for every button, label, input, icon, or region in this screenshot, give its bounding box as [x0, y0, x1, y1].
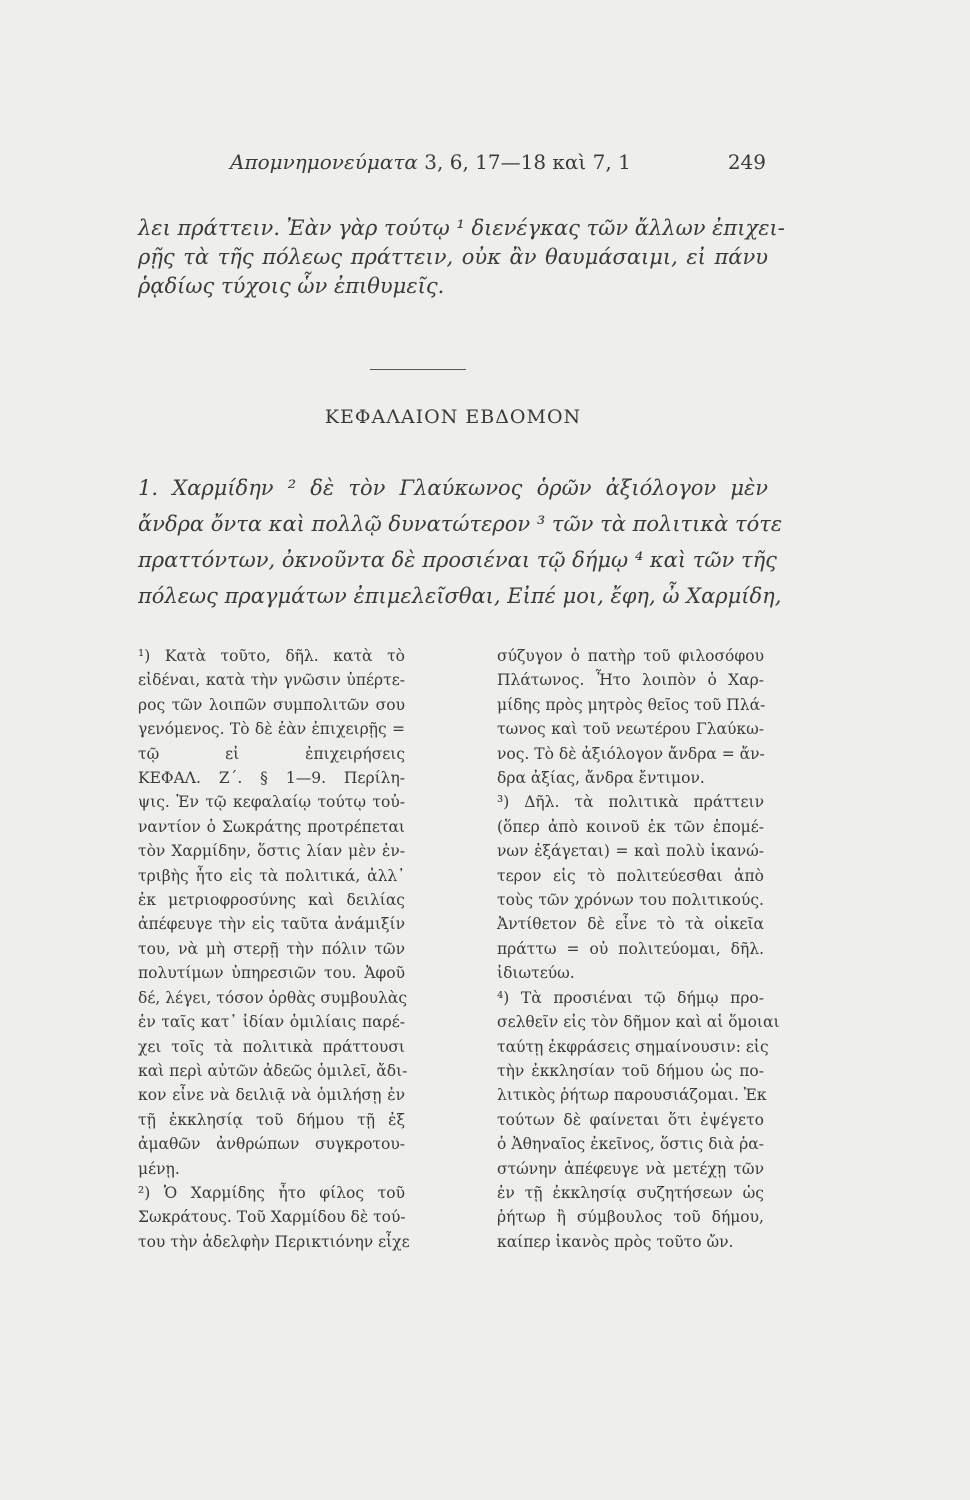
footnote-line: λιτικὸς ῥήτωρ παρουσιάζομαι. Ἐκ — [497, 1086, 767, 1105]
footnote-line: ⁴) Τὰ προσιέναι τῷ δήμῳ προ- — [497, 988, 764, 1007]
footnote-line: τῷ εἰ ἐπιχειρήσεις — [138, 744, 405, 763]
text-line: ἄνδρα ὄντα καὶ πολλῷ δυνατώτερον ³ τῶν τὰ πολιτικὰ τότε — [138, 512, 783, 536]
footnote-line: πολυτίμων ὑπηρεσιῶν του. Ἀφοῦ — [138, 964, 405, 983]
footnote-line: τὴν ἐκκλησίαν τοῦ δήμου ὡς πο- — [497, 1061, 764, 1080]
footnote-line: στώνην ἀπέφευγε νὰ μετέχῃ τῶν — [497, 1159, 764, 1178]
footnote-line: νος. Τὸ δὲ ἀξιόλογον ἄνδρα = ἄν- — [497, 744, 765, 763]
chapter-heading: ΚΕΦΑΛΑΙΟΝ ΕΒΔΟΜΟΝ — [324, 406, 582, 428]
footnote-line: ¹) Κατὰ τοῦτο, δῆλ. κατὰ τὸ — [138, 647, 405, 665]
section-divider — [370, 369, 466, 370]
footnote-line: χει τοῖς τὰ πολιτικὰ πράττουσι — [138, 1037, 405, 1056]
footnote-line: ²) Ὁ Χαρμίδης ἦτο φίλος τοῦ — [138, 1183, 405, 1202]
text-line: ρῇς τὰ τῆς πόλεως πράττειν, οὐκ ἂν θαυμάσαιμι, εἰ πάνυ — [138, 245, 768, 269]
footnote-line: νων ἐξάγεται) = καὶ πολὺ ἱκανώ- — [497, 842, 764, 861]
footnotes-left-column — [138, 644, 410, 1254]
running-head-reference: 3, 6, 17—18 καὶ 7, 1 — [417, 150, 631, 174]
footnote-line: ῥήτωρ ἢ σύμβουλος τοῦ δήμου, — [497, 1208, 764, 1227]
footnote-line: (ὅπερ ἀπὸ κοινοῦ ἐκ τῶν ἑπομέ- — [497, 817, 764, 836]
footnote-line: σύζυγον ὁ πατὴρ τοῦ φιλοσόφου — [497, 647, 764, 665]
footnote-line: ἀμαθῶν ἀνθρώπων συγκροτου- — [138, 1135, 405, 1154]
footnote-line: Ἀντίθετον δὲ εἶνε τὸ τὰ οἰκεῖα — [497, 915, 764, 934]
footnote-line: ναντίον ὁ Σωκράτης προτρέπεται — [138, 817, 405, 836]
footnote-line: δρα ἀξίας, ἄνδρα ἔντιμον. — [497, 769, 705, 788]
running-head — [230, 150, 766, 174]
footnote-line: ³) Δῆλ. τὰ πολιτικὰ πράττειν — [497, 793, 764, 812]
footnotes-right-column — [497, 644, 780, 1254]
footnote-line: σελθεῖν εἰς τὸν δῆμον καὶ αἱ ὅμοιαι — [497, 1013, 780, 1032]
footnote-line: Πλάτωνος. Ἦτο λοιπὸν ὁ Χαρ- — [497, 671, 764, 690]
footnote-line: μένῃ. — [138, 1159, 180, 1178]
text-line: πόλεως πραγμάτων ἐπιμελεῖσθαι, Εἰπέ μοι, ἔφη, ὦ Χαρμίδη, — [138, 584, 782, 608]
footnote-line: γενόμενος. Τὸ δὲ ἐὰν ἐπιχειρῇς = — [138, 720, 405, 739]
footnote-line: ΚΕΦΑΛ. Ζ΄. § 1—9. Περίλη- — [138, 769, 405, 788]
footnote-line: τοὺς τῶν χρόνων του πολιτικούς. — [497, 891, 764, 910]
footnote-line: ταύτῃ ἐκφράσεις σημαίνουσιν: εἰς — [497, 1037, 769, 1056]
text-line: πραττόντων, ὀκνοῦντα δὲ προσιέναι τῷ δήμῳ ⁴ καὶ τῶν τῆς — [138, 548, 777, 572]
text-line: 1. Χαρμίδην ² δὲ τὸν Γλαύκωνος ὁρῶν ἀξιόλογον μὲν — [138, 476, 768, 500]
footnote-line: τὸν Χαρμίδην, ὅστις λίαν μὲν ἐν- — [138, 842, 405, 861]
footnote-line: καίπερ ἱκανὸς πρὸς τοῦτο ὤν. — [497, 1232, 734, 1251]
chapter-text — [138, 470, 783, 614]
footnote-line: καὶ περὶ αὐτῶν ἀδεῶς ὁμιλεῖ, ἄδι- — [138, 1061, 408, 1080]
footnote-line: ἐν τῇ ἐκκλησίᾳ συζητήσεων ὡς — [497, 1183, 764, 1202]
footnote-line: ἐκ μετριοφροσύνης καὶ δειλίας — [138, 891, 405, 910]
footnote-line: ρος τῶν λοιπῶν συμπολιτῶν σου — [138, 695, 405, 714]
text-line: ῥᾳδίως τύχοις ὧν ἐπιθυμεῖς. — [138, 274, 445, 298]
main-text-continuation — [138, 214, 785, 301]
footnote-line: τῇ ἐκκλησίᾳ τοῦ δήμου τῇ ἐξ — [138, 1110, 405, 1129]
footnote-line: τριβὴς ἦτο εἰς τὰ πολιτικά, ἀλλ᾿ — [138, 866, 405, 885]
footnote-line: εἰδέναι, κατὰ τὴν γνῶσιν ὑπέρτε- — [138, 671, 405, 690]
footnote-line: πράττω = οὐ πολιτεύομαι, δῆλ. — [497, 939, 764, 958]
footnote-line: ὁ Ἀθηναῖος ἐκεῖνος, ὅστις διὰ ῥα- — [497, 1135, 764, 1154]
footnote-line: τερον εἰς τὸ πολιτεύεσθαι ἀπὸ — [497, 866, 764, 885]
page-number: 249 — [727, 150, 766, 174]
footnote-line: κον εἶνε νὰ δειλιᾷ νὰ ὁμιλήσῃ ἐν — [138, 1086, 405, 1105]
footnote-line: του τὴν ἀδελφὴν Περικτιόνην εἶχε — [138, 1232, 410, 1251]
running-head-title: Απομνημονεύματα — [230, 150, 418, 174]
footnote-line: ἰδιωτεύω. — [497, 964, 575, 983]
footnote-line: ἐν ταῖς κατ᾿ ἰδίαν ὁμιλίαις παρέ- — [138, 1013, 405, 1032]
footnote-line: τούτων δὲ φαίνεται ὅτι ἐψέγετο — [497, 1110, 764, 1129]
footnote-line: ἀπέφευγε τὴν εἰς ταῦτα ἀνάμιξίν — [138, 915, 405, 934]
footnote-line: μίδης πρὸς μητρὸς θεῖος τοῦ Πλά- — [497, 695, 766, 714]
footnote-line: ψις. Ἐν τῷ κεφαλαίῳ τούτῳ τοὐ- — [138, 793, 405, 812]
footnote-line: δέ, λέγει, τόσον ὀρθὰς συμβουλὰς — [138, 988, 408, 1007]
footnote-line: τωνος καὶ τοῦ νεωτέρου Γλαύκω- — [497, 720, 764, 739]
footnote-line: Σωκράτους. Τοῦ Χαρμίδου δὲ τού- — [138, 1208, 406, 1227]
text-line: λει πράττειν. Ἐὰν γὰρ τούτῳ ¹ διενέγκας τῶν ἄλλων ἐπιχει- — [138, 216, 785, 240]
footnote-line: του, νὰ μὴ στερῇ τὴν πόλιν τῶν — [138, 939, 405, 958]
